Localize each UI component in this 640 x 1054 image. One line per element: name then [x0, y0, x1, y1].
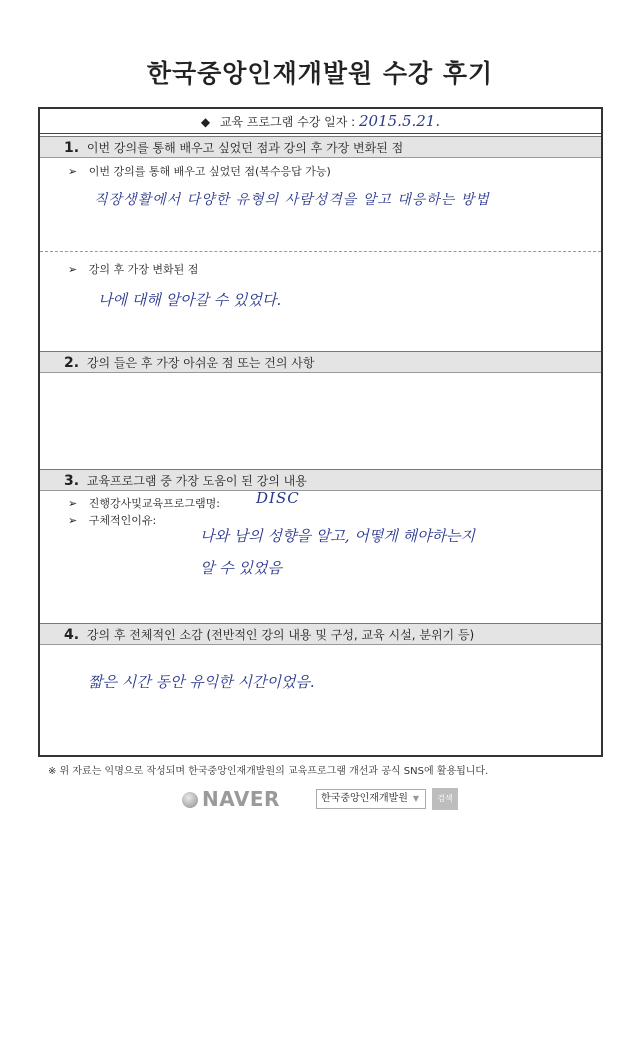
- section-3-heading: 3. 교육프로그램 중 가장 도움이 된 강의 내용: [40, 469, 601, 491]
- document-title: 한국중앙인재개발원 수강 후기: [146, 59, 494, 88]
- review-form: [38, 107, 603, 757]
- divider: [40, 251, 601, 252]
- dropdown-caret-icon: ▼: [412, 794, 419, 803]
- arrow-icon: ➢: [68, 514, 78, 527]
- naver-logo: NAVER: [182, 786, 280, 812]
- section-3-reason-line-1: 나와 남의 성향을 알고, 어떻게 해야하는지: [200, 527, 475, 545]
- section-3-instructor-answer: DISC: [256, 489, 300, 507]
- footnote: ※ 위 자료는 익명으로 작성되며 한국중앙인재개발원의 교육프로그램 개선과 공식 SNS에 활용됩니다.: [48, 766, 489, 777]
- section-4-answer: 짧은 시간 동안 유익한 시간이었음.: [88, 673, 315, 691]
- arrow-icon: ➢: [68, 165, 78, 178]
- section-4-heading: 4. 강의 후 전체적인 소감 (전반적인 강의 내용 및 구성, 교육 시설, 분위기 등): [40, 623, 601, 645]
- naver-search-button[interactable]: 검색: [432, 788, 458, 810]
- section-1-sub-2: ➢ 강의 후 가장 변화된 점: [68, 263, 199, 276]
- section-3-sub-1: ➢ 진행강사및교육프로그램명:: [68, 497, 220, 510]
- date-label: 교육 프로그램 수강 일자 :: [219, 115, 356, 129]
- section-2-heading: 2. 강의 들은 후 가장 아쉬운 점 또는 건의 사항: [40, 351, 601, 373]
- section-1-sub-1: ➢ 이번 강의를 통해 배우고 싶었던 점(복수응답 가능): [68, 165, 331, 178]
- section-1-heading: 1. 이번 강의를 통해 배우고 싶었던 점과 강의 후 가장 변화된 점: [40, 136, 601, 158]
- date-row: [40, 109, 601, 134]
- section-3-reason-line-2: 알 수 있었음: [200, 559, 282, 577]
- naver-ball-icon: [182, 792, 198, 808]
- arrow-icon: ➢: [68, 497, 78, 510]
- arrow-icon: ➢: [68, 263, 78, 276]
- date-value: 2015.5.21.: [359, 112, 441, 130]
- naver-search-input[interactable]: 한국중앙인재개발원 ▼: [316, 789, 426, 809]
- diamond-icon: ◆: [200, 115, 211, 129]
- section-1-answer-1: 직장생활에서 다양한 유형의 사람성격을 알고 대응하는 방법: [94, 192, 490, 208]
- section-3-sub-2: ➢ 구체적인이유:: [68, 514, 157, 527]
- naver-search-bar: [182, 786, 482, 812]
- section-1-answer-2: 나에 대해 알아갈 수 있었다.: [98, 291, 282, 309]
